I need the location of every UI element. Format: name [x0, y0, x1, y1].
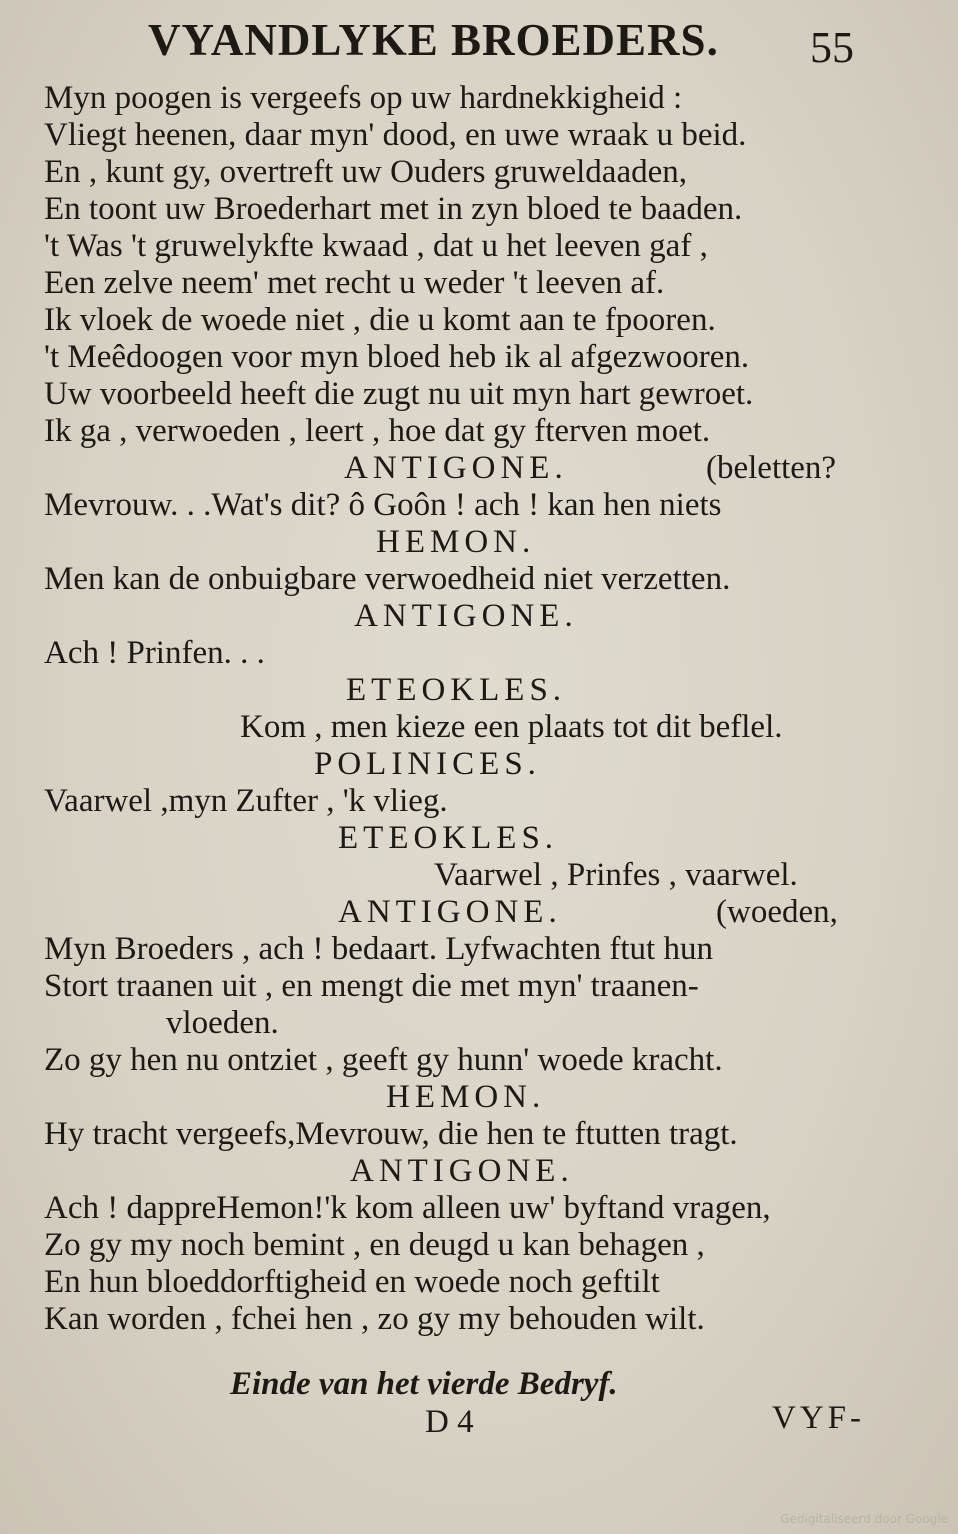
end-of-act: Einde van het vierde Bedryf.	[230, 1366, 618, 1402]
verse-line: Een zelve neem' met recht u weder 't leeven af.	[44, 265, 665, 301]
verse-line: Myn poogen is vergeefs op uw hardnekkigheid :	[44, 80, 683, 116]
verse-line: Ach ! dappreHemon!'k kom alleen uw' byftand vragen,	[44, 1190, 771, 1226]
speaker-row	[44, 1153, 884, 1190]
verse-line: En hun bloeddorftigheid en woede noch geftilt	[44, 1264, 660, 1300]
speaker-row	[44, 450, 884, 487]
verse-line: Zo gy my noch bemint , en deugd u kan behagen ,	[44, 1227, 705, 1263]
verse-line: vloeden.	[166, 1005, 279, 1041]
running-head: VYANDLYKE BROEDERS.	[148, 15, 719, 65]
speaker-name: ANTIGONE.	[354, 598, 578, 634]
speaker-name: HEMON.	[386, 1079, 546, 1115]
speaker-row	[44, 524, 884, 561]
verse-line: Ik ga , verwoeden , leert , hoe dat gy fterven moet.	[44, 413, 711, 449]
speaker-row	[44, 746, 884, 783]
verse-line: Uw voorbeeld heeft die zugt nu uit myn hart gewroet.	[44, 376, 754, 412]
speaker-row	[44, 820, 884, 857]
verse-line: Ach ! Prinfen. . .	[44, 635, 265, 671]
speaker-name: ANTIGONE.	[338, 894, 562, 930]
digitization-note: Gedigitaliseerd door Google	[780, 1512, 948, 1526]
verse-text	[44, 80, 884, 1338]
stage-direction: (beletten?	[706, 450, 837, 486]
speaker-row	[44, 672, 884, 709]
verse-line: Mevrouw. . .Wat's dit? ô Goôn ! ach ! kan hen niets	[44, 487, 722, 523]
verse-line: 't Was 't gruwelykfte kwaad , dat u het leeven gaf ,	[44, 228, 708, 264]
speaker-name: ANTIGONE.	[350, 1153, 574, 1189]
speaker-row	[44, 598, 884, 635]
verse-line: Myn Broeders , ach ! bedaart. Lyfwachten ftut hun	[44, 931, 713, 967]
verse-line: En toont uw Broederhart met in zyn bloed te baaden.	[44, 191, 743, 227]
speaker-name: ETEOKLES.	[346, 672, 567, 708]
catchword: VYF-	[772, 1400, 866, 1436]
speaker-name: HEMON.	[376, 524, 536, 560]
speaker-name: ETEOKLES.	[338, 820, 559, 856]
verse-line: Hy tracht vergeefs,Mevrouw, die hen te ftutten tragt.	[44, 1116, 738, 1152]
speaker-name: POLINICES.	[314, 746, 541, 782]
verse-line: Kan worden , fchei hen , zo gy my behouden wilt.	[44, 1301, 705, 1337]
verse-line: Stort traanen uit , en mengt die met myn' traanen-	[44, 968, 699, 1004]
verse-line: Vliegt heenen, daar myn' dood, en uwe wraak u beid.	[44, 117, 747, 153]
page-header	[0, 10, 958, 70]
speaker-row	[44, 1079, 884, 1116]
verse-line: Vaarwel ,myn Zufter , 'k vlieg.	[44, 783, 448, 819]
verse-line: Ik vloek de woede niet , die u komt aan te fpooren.	[44, 302, 716, 338]
verse-line: Kom , men kieze een plaats tot dit beflel.	[240, 709, 783, 745]
verse-line: 't Meêdoogen voor myn bloed heb ik al afgezwooren.	[44, 339, 750, 375]
verse-line: En , kunt gy, overtreft uw Ouders gruweldaaden,	[44, 154, 688, 190]
verse-line: Zo gy hen nu ontziet , geeft gy hunn' woede kracht.	[44, 1042, 723, 1078]
speaker-row	[44, 894, 884, 931]
stage-direction: (woeden,	[716, 894, 838, 930]
speaker-name: ANTIGONE.	[344, 450, 568, 486]
verse-line: Vaarwel , Prinfes , vaarwel.	[434, 857, 798, 893]
verse-line: Men kan de onbuigbare verwoedheid niet verzetten.	[44, 561, 731, 597]
signature-mark: D 4	[425, 1404, 474, 1440]
page-number: 55	[810, 23, 854, 72]
